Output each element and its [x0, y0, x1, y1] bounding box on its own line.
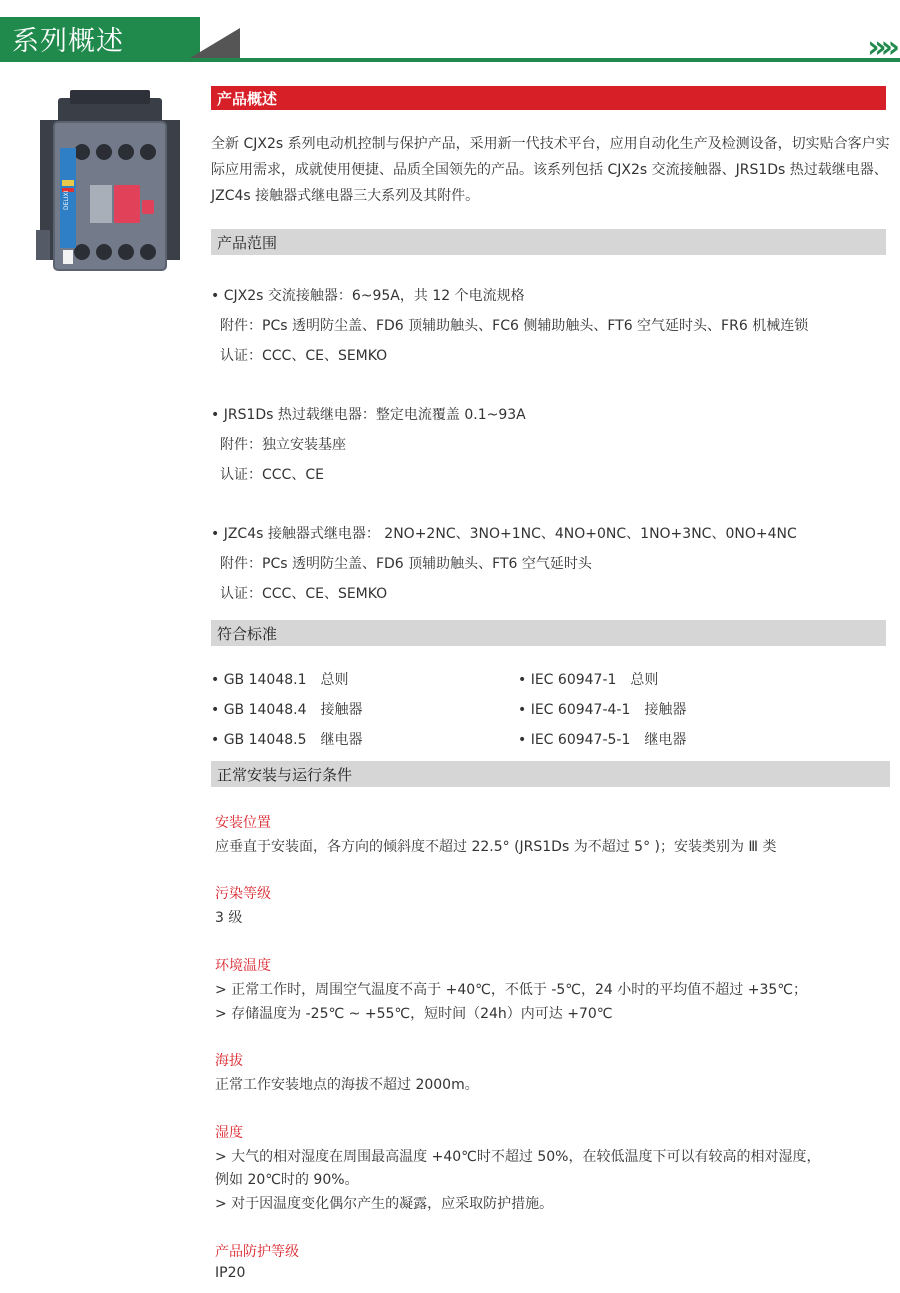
double-chevron-icon: »» [867, 30, 894, 65]
overview-heading-bar [211, 86, 886, 110]
condition-line: 正常工作安装地点的海拔不超过 2000m。 [215, 1077, 479, 1093]
range-item-title: • JRS1Ds 热过载继电器：整定电流覆盖 0.1~93A [211, 407, 526, 423]
standard-item: • IEC 60947-5-1 继电器 [518, 732, 687, 748]
standard-item: • IEC 60947-4-1 接触器 [518, 702, 687, 718]
range-item-accessory: 附件：独立安装基座 [220, 437, 346, 453]
condition-title: 污染等级 [215, 886, 271, 902]
range-item-title: • CJX2s 交流接触器：6~95A，共 12 个电流规格 [211, 288, 525, 304]
condition-line: 应垂直于安装面，各方向的倾斜度不超过 22.5° (JRS1Ds 为不超过 5° )；安装类别为 Ⅲ 类 [215, 839, 777, 855]
condition-line: > 对于因温度变化偶尔产生的凝露，应采取防护措施。 [215, 1196, 554, 1212]
standard-item: • GB 14048.4 接触器 [211, 702, 363, 718]
overview-text: 全新 CJX2s 系列电动机控制与保护产品，采用新一代技术平台，应用自动化生产及检测设备，切实贴合客户实际应用需求，成就使用便捷、品质全国领先的产品。该系列包括 CJX2s 交流接触器、JRS1Ds 热过载继电器、JZC4s 接触器式继电器三大系列及其附件。 [211, 136, 890, 204]
condition-line: > 大气的相对湿度在周围最高温度 +40℃时不超过 50%，在较低温度下可以有较高的相对湿度， [215, 1149, 821, 1165]
range-item-title: • JZC4s 接触器式继电器： 2NO+2NC、3NO+1NC、4NO+0NC、1NO+3NC、0NO+4NC [211, 526, 797, 542]
conditions-heading-bar [211, 761, 890, 787]
condition-title: 产品防护等级 [215, 1244, 299, 1260]
range-item-cert: 认证：CCC、CE、SEMKO [220, 348, 388, 364]
page-title: 系列概述 [12, 26, 124, 57]
standards-heading-bar [211, 620, 886, 646]
condition-line: IP20 [215, 1265, 246, 1281]
contactor-product-image [30, 90, 190, 290]
standard-item: • GB 14048.5 继电器 [211, 732, 363, 748]
condition-line: > 存储温度为 -25℃ ~ +55℃，短时间（24h）内可达 +70℃ [215, 1006, 613, 1022]
condition-line: > 正常工作时，周围空气温度不高于 +40℃，不低于 -5℃，24 小时的平均值不超过 +35℃； [215, 982, 808, 998]
range-heading-bar [211, 229, 886, 255]
page-header [0, 0, 900, 65]
condition-title: 海拔 [215, 1053, 243, 1069]
range-item-accessory: 附件：PCs 透明防尘盖、FD6 顶辅助触头、FC6 侧辅助触头、FT6 空气延时头、FR6 机械连锁 [220, 318, 809, 334]
header-wedge-decoration [190, 28, 240, 58]
range-heading: 产品范围 [217, 234, 278, 252]
condition-title: 环境温度 [215, 958, 271, 974]
header-underline [0, 58, 900, 62]
range-item-cert: 认证：CCC、CE [220, 467, 324, 483]
range-item-cert: 认证：CCC、CE、SEMKO [220, 586, 388, 602]
conditions-heading: 正常安装与运行条件 [217, 766, 353, 784]
overview-heading: 产品概述 [217, 90, 278, 108]
standard-item: • IEC 60947-1 总则 [518, 672, 659, 688]
range-item-accessory: 附件：PCs 透明防尘盖、FD6 顶辅助触头、FT6 空气延时头 [220, 556, 592, 572]
standards-heading: 符合标准 [217, 625, 278, 643]
condition-line: 3 级 [215, 910, 243, 926]
condition-line: 例如 20℃时的 90%。 [215, 1172, 359, 1188]
condition-title: 安装位置 [215, 815, 271, 831]
standard-item: • GB 14048.1 总则 [211, 672, 349, 688]
svg-text:DELIXI: DELIXI [63, 190, 70, 210]
condition-title: 湿度 [215, 1125, 243, 1141]
